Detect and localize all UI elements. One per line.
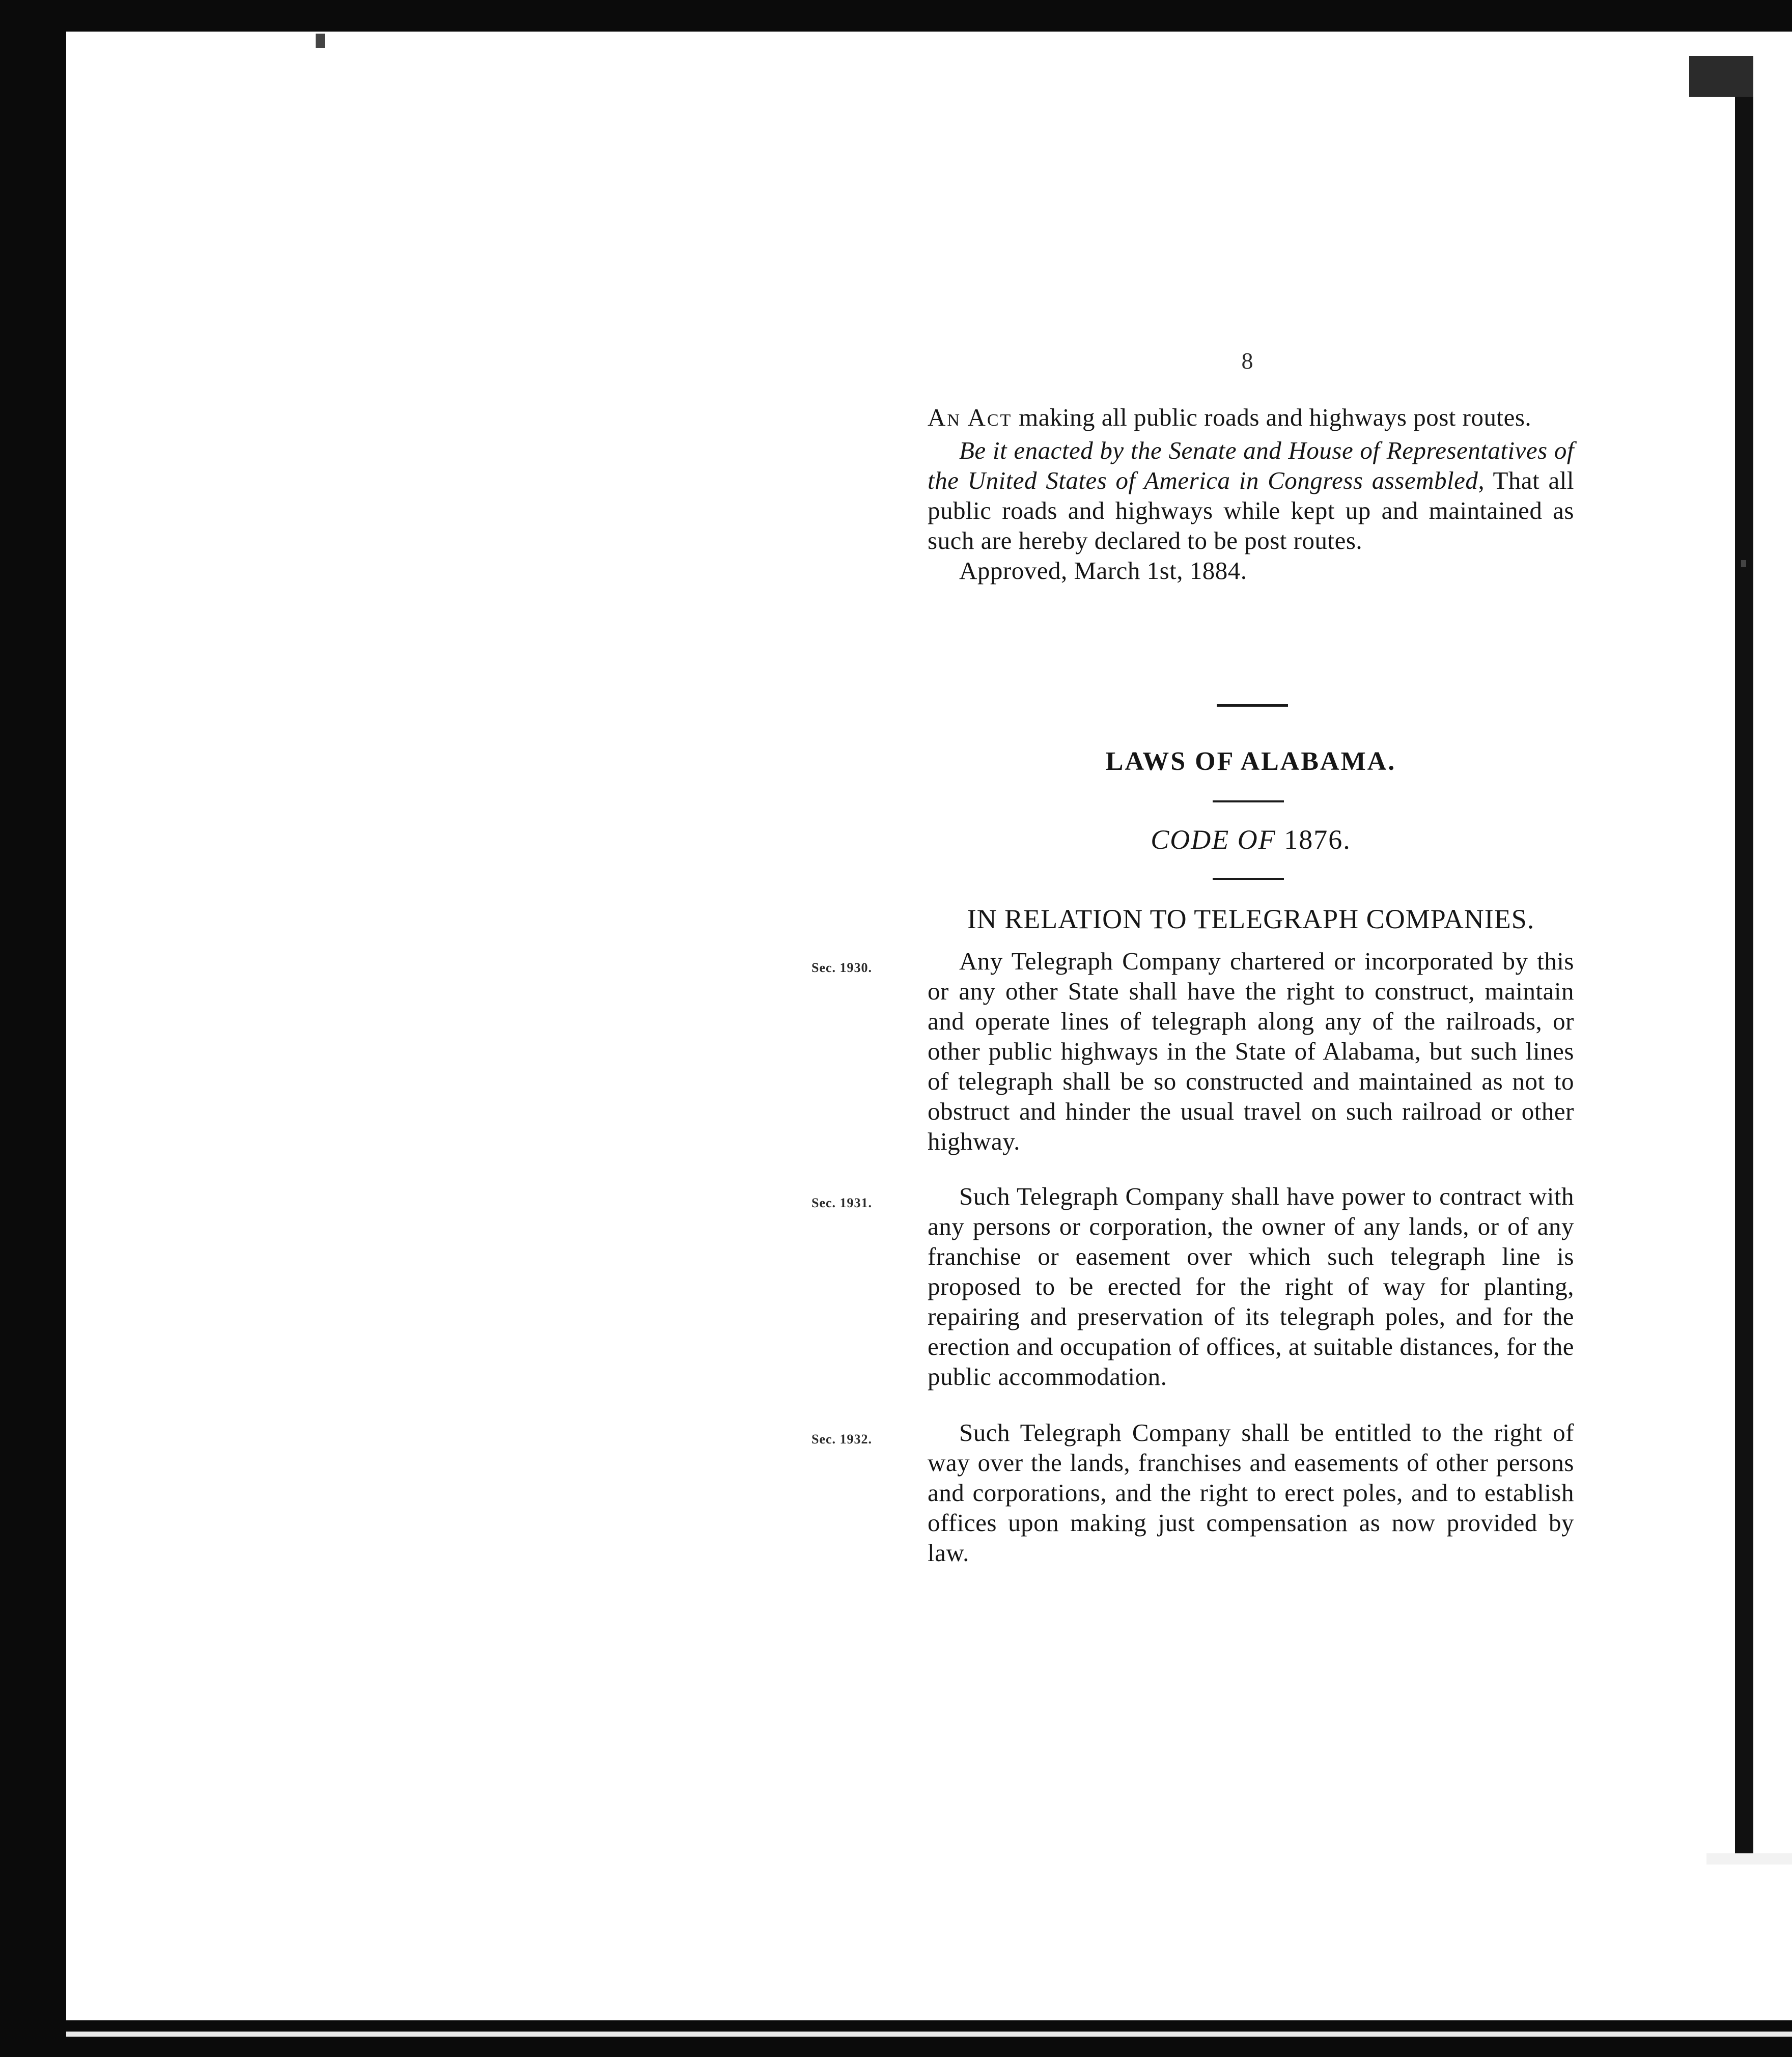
laws-heading: LAWS OF ALABAMA. <box>1105 747 1396 776</box>
act-title-lead: An Act <box>928 403 1013 431</box>
subject-heading: IN RELATION TO TELEGRAPH COMPANIES. <box>967 904 1535 934</box>
scan-border-top <box>0 0 1792 32</box>
section-label: Sec. 1931. <box>811 1196 873 1210</box>
section-1930 <box>928 946 1574 1156</box>
separator-rule <box>1213 800 1284 802</box>
section-text: Such Telegraph Company shall have power to contract with any persons or corporation, the owner of any lands, or of any franchise or easement over which such telegraph line is proposed to be erected for the right of way for planting, repairing and preservation of its telegraph poles, and for the erection and occupation of offices, at suitable distances, for the public accommodation. <box>928 1182 1574 1391</box>
scan-border-left <box>0 0 66 2057</box>
section-1932 <box>928 1417 1574 1568</box>
act-text <box>928 435 1574 555</box>
act-title-rest: making all public roads and highways post routes. <box>1019 403 1532 431</box>
enacting-clause: Be it enacted by the Senate and House of Representatives of the United States of America in Congress assembled, <box>928 436 1574 494</box>
section-1931 <box>928 1181 1574 1392</box>
section-label: Sec. 1932. <box>811 1432 873 1447</box>
binding-edge-cap <box>1689 56 1753 97</box>
approved-line: Approved, March 1st, 1884. <box>959 557 1247 585</box>
act-title <box>928 402 1574 432</box>
separator-rule <box>1213 878 1284 880</box>
section-text: Any Telegraph Company chartered or incorporated by this or any other State shall have the right to construct, maintain and operate lines of telegraph along any of the railroads, or other public highways in the State of Alabama, but such lines of telegraph shall be so constructed and maintained as not to obstruct and hinder the usual travel on such railroad or other highway. <box>928 947 1574 1155</box>
code-label: CODE OF <box>1151 824 1276 855</box>
section-label: Sec. 1930. <box>811 960 873 975</box>
page-number: 8 <box>1241 348 1253 374</box>
binding-edge <box>1735 97 1753 1853</box>
section-text: Such Telegraph Company shall be entitled to the right of way over the lands, franchises and easements of other persons and corporations, and the right to erect poles, and to establish offices upon making just compensation as now provided by law. <box>928 1419 1574 1567</box>
code-heading <box>928 824 1574 855</box>
act-body: That all public roads and highways while kept up and maintained as such are hereby declared to be post routes. <box>928 466 1574 554</box>
separator-rule <box>1217 704 1288 707</box>
scan-border-bottom <box>0 2020 1792 2057</box>
scan-border-gap <box>66 2032 1792 2037</box>
binding-edge-foot <box>1706 1853 1792 1865</box>
act-block <box>928 402 1574 586</box>
code-year: 1876. <box>1284 824 1351 855</box>
scan-speck <box>316 34 325 48</box>
scan-speck <box>1741 560 1746 567</box>
